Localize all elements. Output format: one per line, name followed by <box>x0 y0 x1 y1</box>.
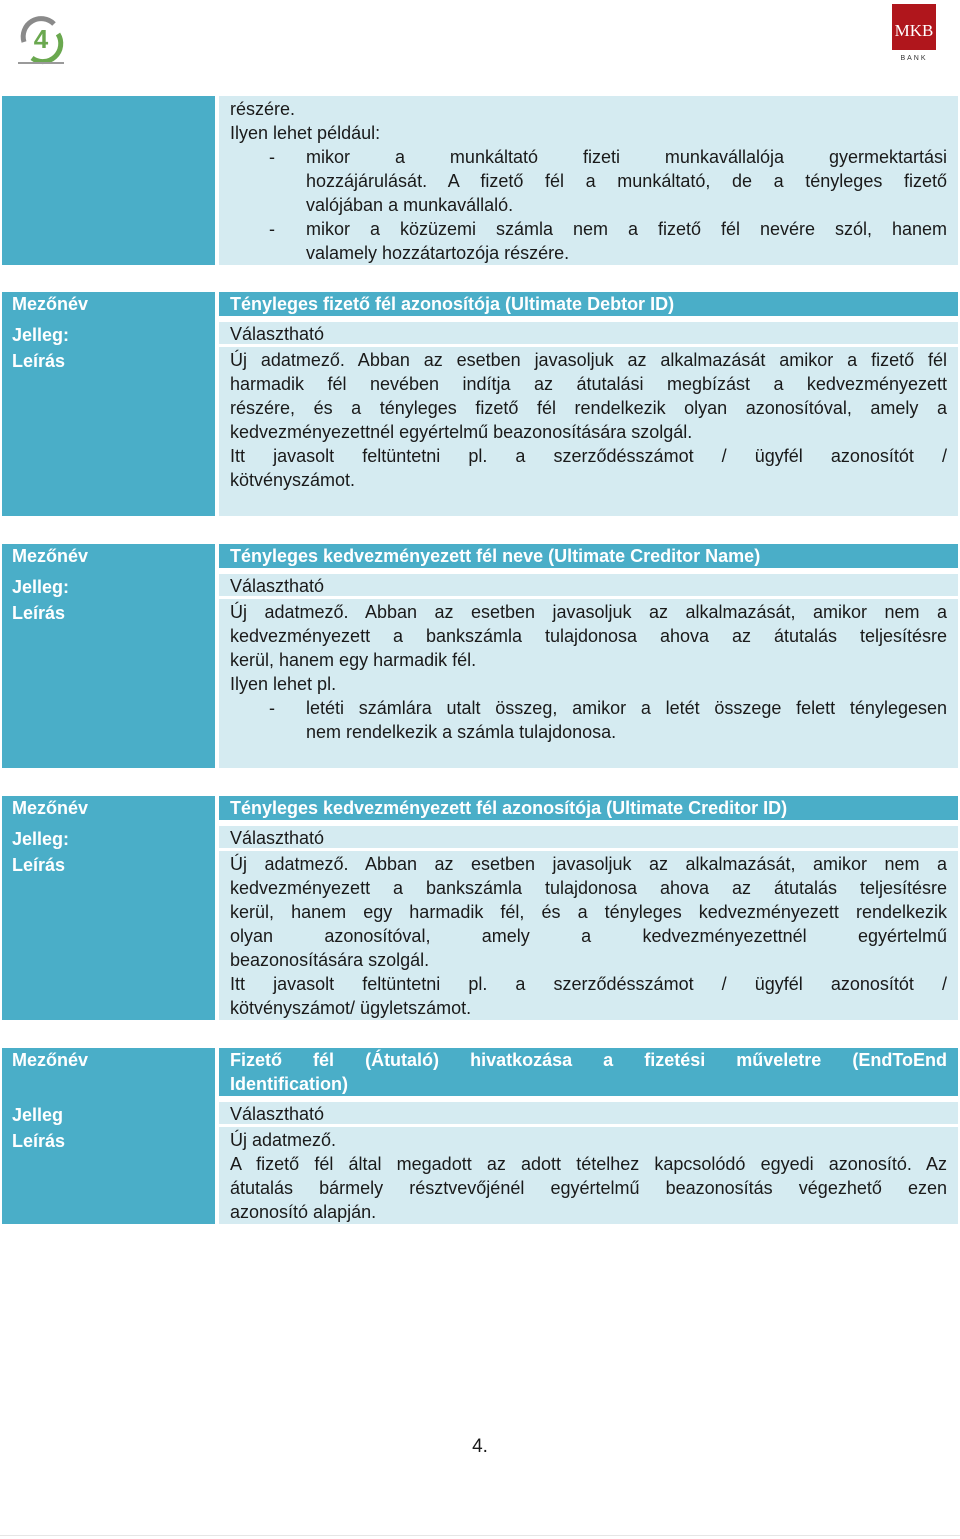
svg-text:4: 4 <box>33 24 49 54</box>
label-column <box>2 1048 215 1224</box>
field-title: Tényleges kedvezményezett fél neve (Ultimate Creditor Name) <box>230 546 761 566</box>
label-description: Leírás <box>12 855 66 875</box>
text-line: Ilyen lehet pl. <box>230 674 337 694</box>
text-line: valamely hozzátartozója részére. <box>306 243 570 263</box>
text-line: azonosító alapján. <box>230 1202 377 1222</box>
bullet-dash: - <box>269 147 275 167</box>
text-line: Itt javasolt feltüntetni pl. a szerződésszámot / ügyfél azonosítót / <box>230 446 947 466</box>
label-description: Leírás <box>12 351 66 371</box>
bullet-dash: - <box>269 219 275 239</box>
field-type: Választható <box>230 828 325 848</box>
text-line: Új adatmező. Abban az esetben javasoljuk az alkalmazását, amikor nem a <box>230 602 947 622</box>
content-column <box>219 544 958 768</box>
text-line: A fizető fél által megadott az adott tételhez kapcsolódó egyedi azonosító. Az <box>230 1154 947 1174</box>
label-column <box>2 96 215 265</box>
text-line: Ilyen lehet például: <box>230 123 381 143</box>
label-description: Leírás <box>12 1131 66 1151</box>
text-line: kerül, hanem egy harmadik fél. <box>230 650 477 670</box>
text-line: átutalás bármely résztvevőjénél egyértelmű beazonosítás végezhető ezen <box>230 1178 947 1198</box>
label-description: Leírás <box>12 603 66 623</box>
label-type: Jelleg: <box>12 577 70 597</box>
svg-text:BANK: BANK <box>900 55 928 62</box>
text-line: hozzájárulását. A fizető fél a munkáltató, de a tényleges fizető <box>306 171 947 191</box>
label-column <box>2 796 215 1020</box>
content-column <box>219 96 958 265</box>
label-type: Jelleg <box>12 1105 64 1125</box>
text-line: kedvezményezett a bankszámla tulajdonosa ahova az átutalás teljesítésre <box>230 878 947 898</box>
field-section-ultimate-debtor-id <box>2 292 958 516</box>
bottom-divider <box>0 1535 960 1536</box>
field-type: Választható <box>230 1104 325 1124</box>
label-column <box>2 292 215 516</box>
field-type: Választható <box>230 324 325 344</box>
label-field-name: Mezőnév <box>12 1050 89 1070</box>
content-column <box>219 292 958 516</box>
text-line: mikor a közüzemi számla nem a fizető fél nevére szól, hanem <box>306 219 947 239</box>
mkb-bank-logo <box>892 4 936 62</box>
text-line: valójában a munkavállaló. <box>306 195 514 215</box>
label-type: Jelleg: <box>12 829 70 849</box>
label-field-name: Mezőnév <box>12 546 89 566</box>
field-title: Identification) <box>230 1074 348 1094</box>
text-line: Új adatmező. Abban az esetben javasoljuk az alkalmazását amikor a fizető fél <box>230 350 947 370</box>
field-section-ultimate-creditor-name <box>2 544 958 768</box>
bullet-dash: - <box>269 698 275 718</box>
text-line: letéti számlára utalt összeg, amikor a letét összege felett ténylegesen <box>306 698 947 718</box>
label-field-name: Mezőnév <box>12 294 89 314</box>
content-column <box>219 796 958 1020</box>
continued-description-section <box>2 96 958 265</box>
content-column <box>219 1048 958 1224</box>
text-line: Új adatmező. Abban az esetben javasoljuk az alkalmazását, amikor nem a <box>230 854 947 874</box>
field-section-ultimate-creditor-id <box>2 796 958 1020</box>
text-line: olyan azonosítóval, amely a kedvezményezettnél egyértelmű <box>230 926 947 946</box>
page-number: 4. <box>472 1436 488 1457</box>
label-column <box>2 544 215 768</box>
text-line: nem rendelkezik a számla tulajdonosa. <box>306 722 617 742</box>
label-field-name: Mezőnév <box>12 798 89 818</box>
field-title: Tényleges kedvezményezett fél azonosítója (Ultimate Creditor ID) <box>230 798 788 818</box>
text-line: mikor a munkáltató fizeti munkavállalója gyermektartási <box>306 147 947 167</box>
text-line: kerül, hanem egy harmadik fél, és a tényleges kedvezményezett rendelkezik <box>230 902 947 922</box>
text-line: kedvezményezett a bankszámla tulajdonosa ahova az átutalás teljesítésre <box>230 626 947 646</box>
text-line: kedvezményezettnél egyértelmű beazonosítására szolgál. <box>230 422 693 442</box>
field-title: Fizető fél (Átutaló) hivatkozása a fizetési műveletre (EndToEnd <box>230 1050 947 1070</box>
text-line: harmadik fél nevében indítja az átutalási megbízást a kedvezményezett <box>230 374 947 394</box>
text-line: kötvényszámot/ ügyletszámot. <box>230 998 472 1018</box>
field-section-end-to-end-identification <box>2 1048 958 1224</box>
recycle-4-logo <box>14 12 68 68</box>
text-line: kötvényszámot. <box>230 470 356 490</box>
label-type: Jelleg: <box>12 325 70 345</box>
text-line: részére, és a tényleges fizető fél rendelkezik olyan azonosítóval, amely a <box>230 398 947 418</box>
text-line: részére. <box>230 99 296 119</box>
text-line: Itt javasolt feltüntetni pl. a szerződésszámot / ügyfél azonosítót / <box>230 974 947 994</box>
field-title: Tényleges fizető fél azonosítója (Ultimate Debtor ID) <box>230 294 675 314</box>
text-line: Új adatmező. <box>230 1130 337 1150</box>
text-line: beazonosítására szolgál. <box>230 950 430 970</box>
svg-text:MKB: MKB <box>894 21 934 40</box>
field-type: Választható <box>230 576 325 596</box>
